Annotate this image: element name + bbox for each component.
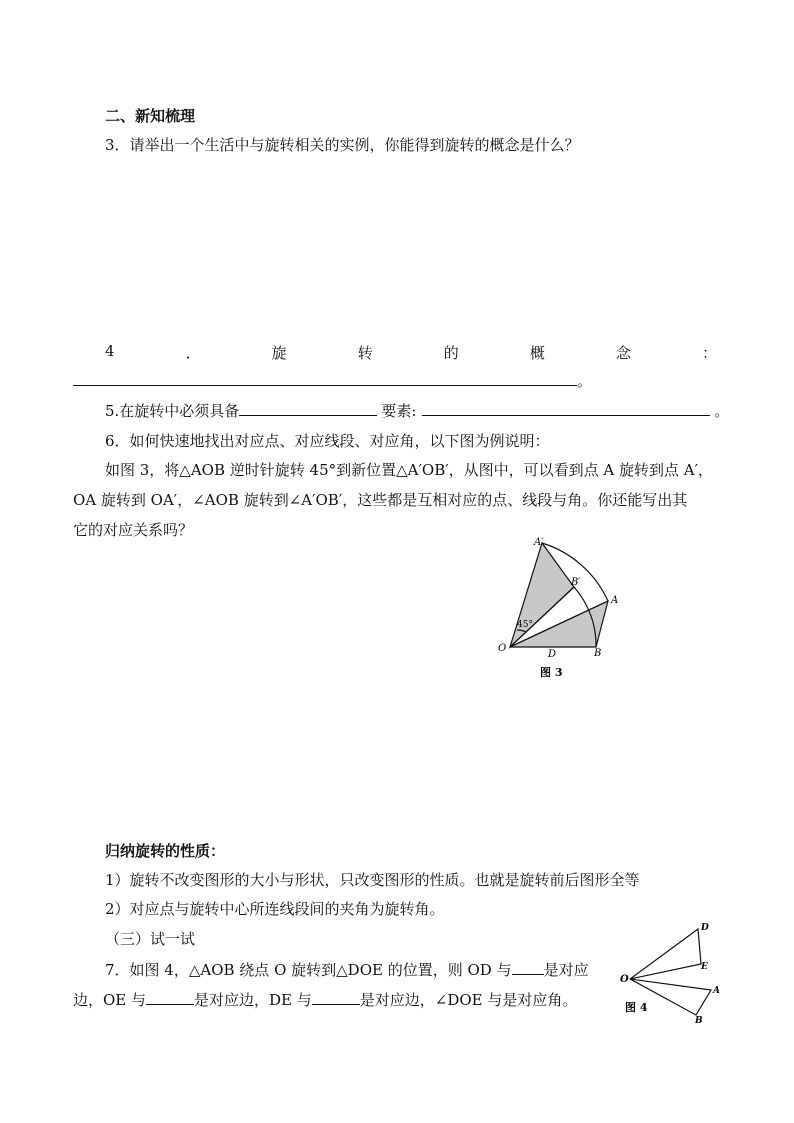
- q4-char: 4: [105, 342, 115, 360]
- label-b-prime: B′: [571, 577, 581, 588]
- label-b: B: [594, 648, 602, 659]
- section-title: 二、新知梳理: [105, 107, 196, 125]
- figure-3: [490, 530, 630, 680]
- summary-title: 归纳旋转的性质：: [105, 842, 226, 860]
- answer-blank[interactable]: [312, 988, 360, 1005]
- label-d: D: [548, 649, 557, 660]
- question-4-answer-line: [73, 369, 592, 391]
- q4-char: 旋: [271, 344, 287, 362]
- answer-blank[interactable]: [512, 958, 544, 975]
- paragraph-line: 如图 3，将△AOB 逆时针旋转 45°到新位置△A′OB′，从图中，可以看到点 A 旋转到点 A′，: [105, 461, 714, 479]
- paragraph-line: 它的对应关系吗？: [73, 521, 194, 539]
- label-a: A: [611, 595, 619, 606]
- figure-4: [615, 918, 725, 1028]
- figure-3-caption: 图 3: [540, 666, 563, 679]
- question-6: 6．如何快速地找出对应点、对应线段、对应角，以下图为例说明：: [105, 432, 550, 450]
- question-5: [105, 399, 729, 421]
- q4-char: 的: [443, 344, 459, 362]
- label-d: D: [701, 923, 709, 933]
- figure-4-caption: 图 4: [625, 1001, 648, 1014]
- q4-char: 概: [529, 344, 545, 362]
- label-angle-45: 45°: [517, 620, 533, 630]
- q4-char: 转: [357, 344, 373, 362]
- label-a: A: [713, 986, 720, 996]
- q5-prefix: 5.在旋转中必须具备: [105, 402, 240, 420]
- q7-text: 是对应边，DE 与: [194, 991, 312, 1009]
- question-3: 3．请举出一个生活中与旋转相关的实例，你能得到旋转的概念是什么？: [105, 136, 580, 154]
- paragraph-line: OA 旋转到 OA′，∠AOB 旋转到∠A′OB′，这些都是互相对应的点、线段与角。你还能写出其: [73, 491, 688, 509]
- q7-text: 是对应: [543, 961, 589, 979]
- question-7-line-1: [105, 958, 589, 980]
- answer-blank[interactable]: [146, 988, 194, 1005]
- q5-mid: 要素:: [381, 402, 417, 420]
- q5-end: 。: [714, 402, 730, 420]
- answer-blank[interactable]: [73, 369, 577, 386]
- label-e: E: [701, 962, 708, 972]
- q7-text: 边，OE 与: [73, 991, 147, 1009]
- q4-char: ．: [185, 344, 201, 362]
- property-2: 2）对应点与旋转中心所连线段间的夹角为旋转角。: [105, 900, 445, 918]
- label-o: O: [620, 974, 629, 985]
- q4-end: 。: [577, 372, 593, 390]
- question-4-spread-line: [105, 342, 717, 363]
- answer-blank[interactable]: [422, 399, 710, 416]
- question-7-line-2: [73, 988, 577, 1010]
- q7-text: 7．如图 4，△AOB 绕点 O 旋转到△DOE 的位置，则 OD 与: [105, 961, 512, 979]
- q7-text: 是对应边，∠DOE 与是对应角。: [359, 991, 578, 1009]
- q4-char: ：: [701, 344, 717, 362]
- property-1: 1）旋转不改变图形的大小与形状，只改变图形的性质。也就是旋转前后图形全等: [105, 871, 640, 889]
- q4-char: 念: [615, 344, 631, 362]
- label-b: B: [695, 1016, 703, 1026]
- answer-blank[interactable]: [239, 399, 377, 416]
- triangle-d-o-e: [630, 929, 701, 979]
- try-title: （三）试一试: [105, 930, 196, 948]
- label-o: O: [498, 643, 507, 654]
- label-a-prime: A′: [534, 537, 544, 548]
